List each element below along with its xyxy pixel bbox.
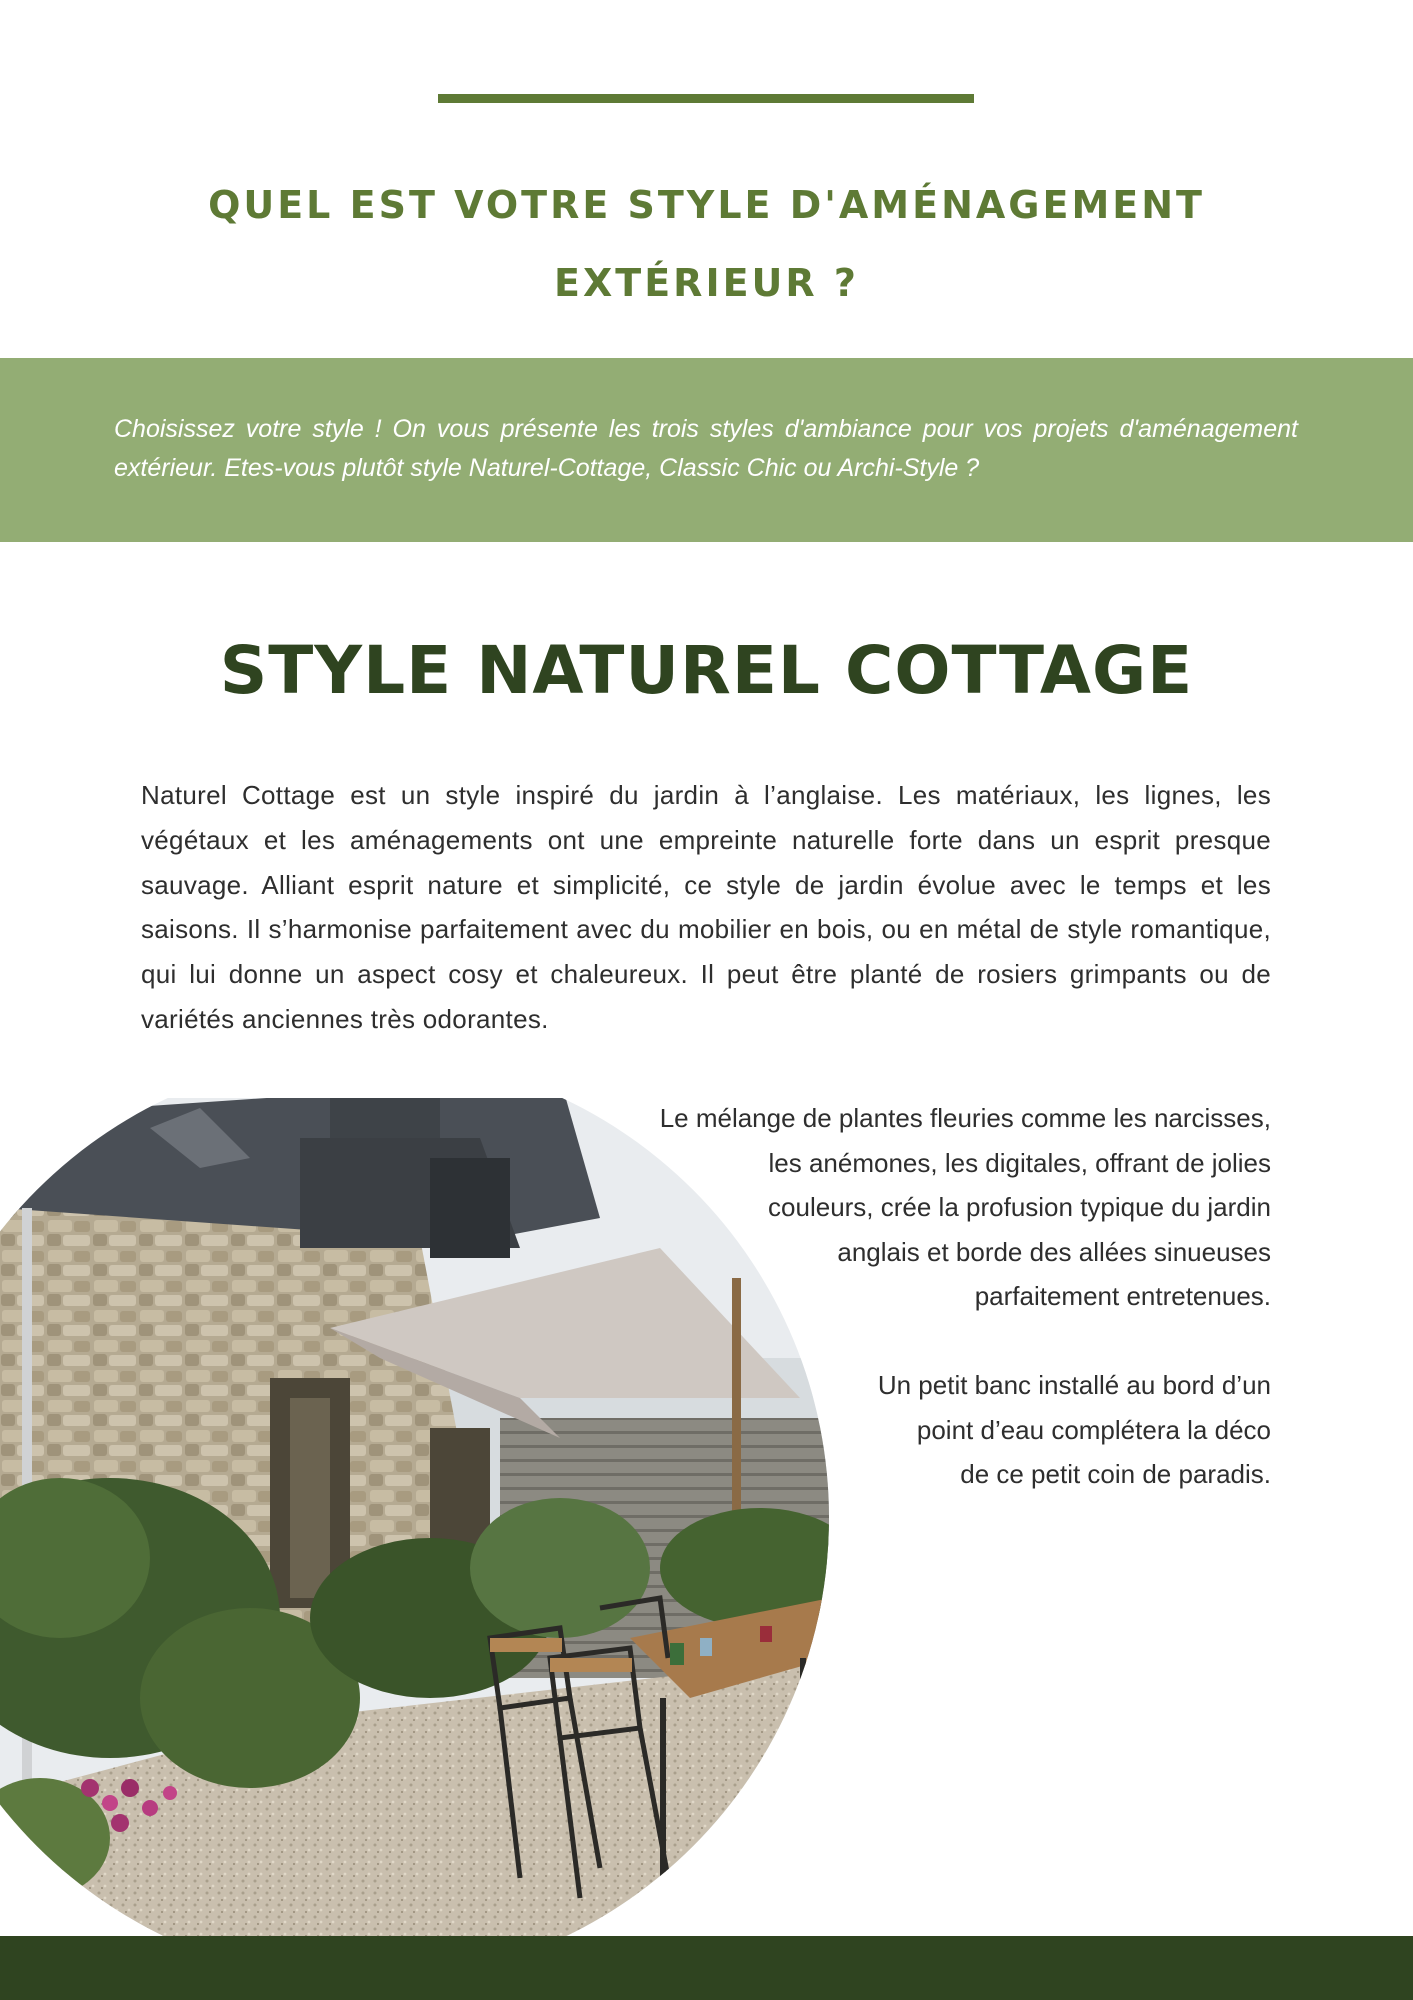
side-paragraph-flowers bbox=[571, 1096, 1271, 1319]
side-line: anglais et borde des allées sinueuses bbox=[837, 1236, 1271, 1267]
side-line: les anémones, les digitales, offrant de jolies bbox=[768, 1147, 1271, 1178]
section-paragraph: Naturel Cottage est un style inspiré du jardin à l’anglaise. Les matériaux, les lignes, les végétaux et les aménagements ont une empreinte naturelle forte dans un esprit presque sauvage. Alliant esprit nature et simplicité, ce style de jardin évolue avec le temps et les saisons. Il s’harmonise parfaitement avec du mobilier en bois, ou en métal de style romantique, qui lui donne un aspect cosy et chaleureux. Il peut être planté de rosiers grimpants ou de variétés anciennes très odorantes. bbox=[141, 780, 1271, 1034]
side-line: Le mélange de plantes fleuries comme les narcisses, bbox=[659, 1103, 1271, 1133]
heading-line-2: EXTÉRIEUR ? bbox=[554, 261, 859, 305]
footer-band bbox=[0, 1936, 1413, 2000]
page-heading bbox=[150, 166, 1263, 322]
top-divider bbox=[438, 94, 974, 103]
side-paragraph-bench bbox=[571, 1363, 1271, 1497]
intro-text: Choisissez votre style ! On vous présente les trois styles d'ambiance pour vos projets d'aménagement extérieur. Etes-vous plutôt style Naturel-Cottage, Classic Chic ou Archi-Style ? bbox=[114, 415, 1298, 482]
side-line: point d’eau complétera la déco bbox=[916, 1414, 1271, 1445]
side-line: de ce petit coin de paradis. bbox=[960, 1459, 1271, 1490]
heading-line-1: QUEL EST VOTRE STYLE D'AMÉNAGEMENT bbox=[208, 183, 1205, 227]
side-line: couleurs, crée la profusion typique du jardin bbox=[768, 1192, 1271, 1223]
side-line: parfaitement entretenues. bbox=[974, 1281, 1271, 1312]
side-line: Un petit banc installé au bord d’un bbox=[877, 1370, 1271, 1400]
section-title: STYLE NATUREL COTTAGE bbox=[219, 632, 1194, 709]
